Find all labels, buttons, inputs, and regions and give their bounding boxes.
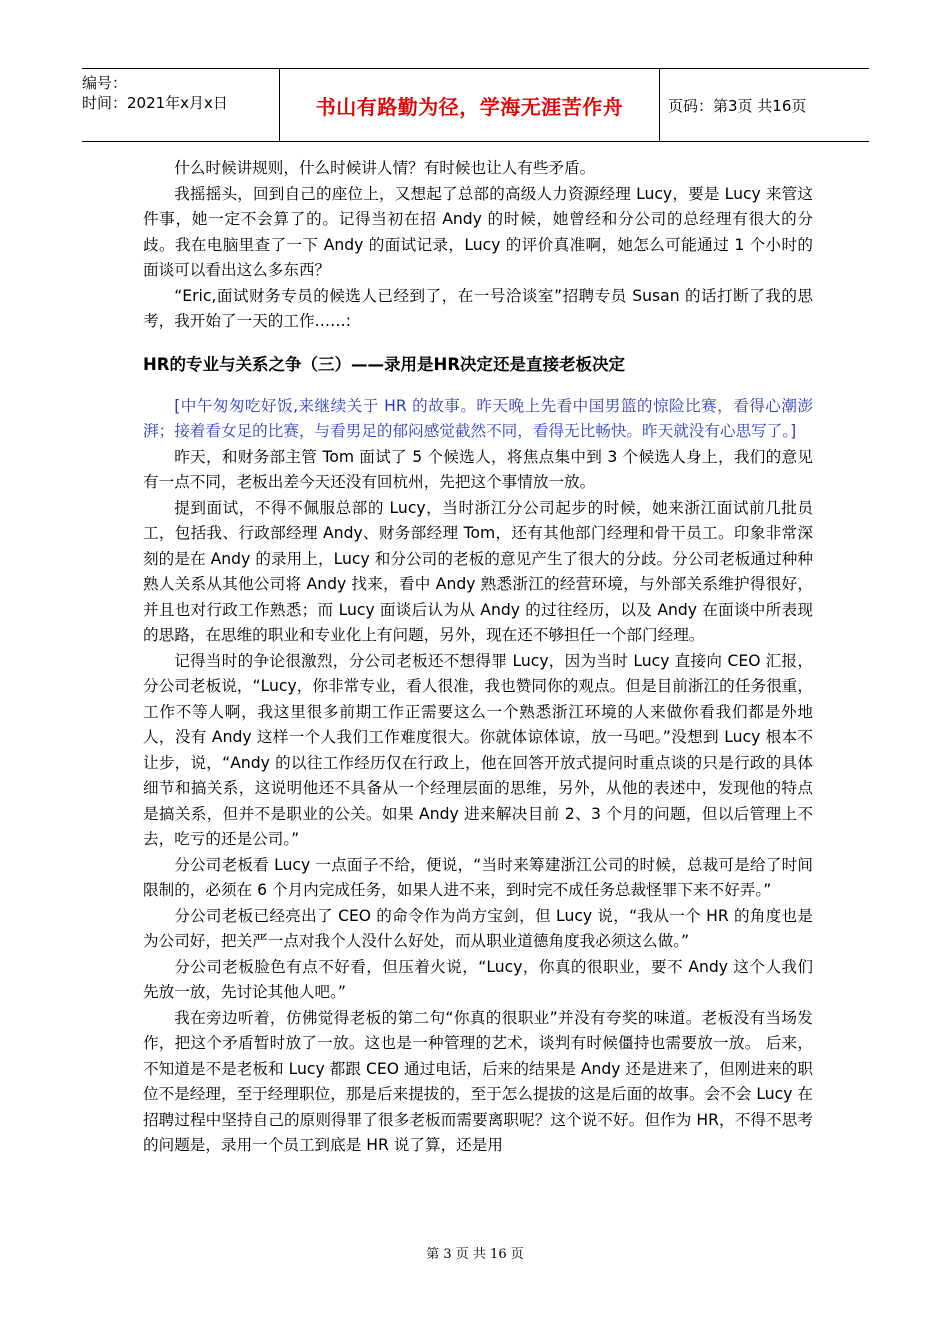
footer-page-number: 第 3 页 共 16 页 [426,1247,524,1262]
page-header [82,68,869,142]
page-footer [0,1243,950,1262]
paragraph: “Eric,面试财务专员的候选人已经到了，在一号洽谈室”招聘专员 Susan 的话打断了我的思考，我开始了一天的工作……: [143,286,813,330]
page-label: 页码：第3页 共16页 [668,96,807,115]
paragraph: 记得当时的争论很激烈，分公司老板还不想得罪 Lucy，因为当时 Lucy 直接向 CEO 汇报，分公司老板说，“Lucy，你非常专业，看人很准，我也赞同你的观点。但是目前浙江的任务很重，工作不等人啊，我这里很多前期工作正需要这么一个熟悉浙江环境的人来做你看我们都是外地人，没有 Andy 这样一个人我们工作难度很大。你就体谅体谅，放一马吧。”没想到 Lucy 根本不让步，说，“Andy 的以往工作经历仅在行政上，他在回答开放式提问时重点谈的只是行政的具体细节和搞关系，这说明他还不具备从一个经理层面的思维，另外，从他的表述中，发现他的特点是搞关系，但并不是职业的公关。如果 Andy 进来解决目前 2、3 个月的问题，但以后管理上不去，吃亏的还是公司。” [143,651,813,848]
paragraph: 昨天，和财务部主管 Tom 面试了 5 个候选人，将焦点集中到 3 个候选人身上，我们的意见有一点不同，老板出差今天还没有回杭州，先把这个事情放一放。 [143,447,813,491]
time-label: 时间：2021年x月x日 [82,94,228,112]
motto-text: 书山有路勤为径，学海无涯苦作舟 [315,94,624,119]
document-body [143,156,813,1159]
paragraph: 提到面试，不得不佩服总部的 Lucy，当时浙江分公司起步的时候，她来浙江面试前几批员工，包括我、行政部经理 Andy、财务部经理 Tom，还有其他部门经理和骨干员工。印象非常深刻的是在 Andy 的录用上，Lucy 和分公司的老板的意见产生了很大的分歧。分公司老板通过种种熟人关系从其他公司将 Andy 找来，看中 Andy 熟悉浙江的经营环境，与外部关系维护得很好，并且也对行政工作熟悉；而 Lucy 面谈后认为从 Andy 的过往经历，以及 Andy 在面谈中所表现的思路，在思维的职业和专业化上有问题，另外，现在还不够担任一个部门经理。 [143,498,813,644]
paragraph: 分公司老板已经亮出了 CEO 的命令作为尚方宝剑，但 Lucy 说，“我从一个 HR 的角度也是为公司好，把关严一点对我个人没什么好处，而从职业道德角度我必须这么做。” [143,906,813,950]
paragraph: 我在旁边听着，仿佛觉得老板的第二句“你真的很职业”并没有夸奖的味道。老板没有当场发作，把这个矛盾暂时放了一放。这也是一种管理的艺术，谈判有时候僵持也需要放一放。 后来，不知道是不是老板和 Lucy 都跟 CEO 通过电话，后来的结果是 Andy 还是进来了，但刚进来的职位不是经理，至于经理职位，那是后来提拔的，至于怎么提拔的这是后面的故事。会不会 Lucy 在招聘过程中坚持自己的原则得罪了很多老板而需要离职呢？这个说不好。但作为 HR，不得不思考的问题是，录用一个员工到底是 HR 说了算，还是用 [143,1008,813,1154]
paragraph: 分公司老板看 Lucy 一点面子不给，便说，“当时来筹建浙江公司的时候，总裁可是给了时间限制的，必须在 6 个月内完成任务，如果人进不来，到时完不成任务总裁怪罪下来不好弄。” [143,855,813,899]
paragraph: 什么时候讲规则，什么时候讲人情？有时候也让人有些矛盾。 [174,159,596,177]
header-page [660,69,869,141]
header-motto [280,69,660,141]
paragraph: 分公司老板脸色有点不好看，但压着火说，“Lucy，你真的很职业，要不 Andy 这个人我们先放一放，先讨论其他人吧。” [143,957,813,1001]
header-info [82,69,280,141]
section-heading: HR的专业与关系之争（三）——录用是HR决定还是直接老板决定 [143,354,626,374]
author-note: [中午匆匆吃好饭,来继续关于 HR 的故事。昨天晚上先看中国男篮的惊险比赛，看得心潮澎湃；接着看女足的比赛，与看男足的郁闷感觉截然不同，看得无比畅快。昨天就没有心思写了。] [143,396,813,440]
number-label: 编号： [82,74,128,92]
paragraph: 我摇摇头，回到自己的座位上，又想起了总部的高级人力资源经理 Lucy，要是 Lucy 来管这件事，她一定不会算了的。记得当初在招 Andy 的时候，她曾经和分公司的总经理有很大的分歧。我在电脑里查了一下 Andy 的面试记录，Lucy 的评价真准啊，她怎么可能通过 1 个小时的面谈可以看出这么多东西？ [143,184,813,279]
